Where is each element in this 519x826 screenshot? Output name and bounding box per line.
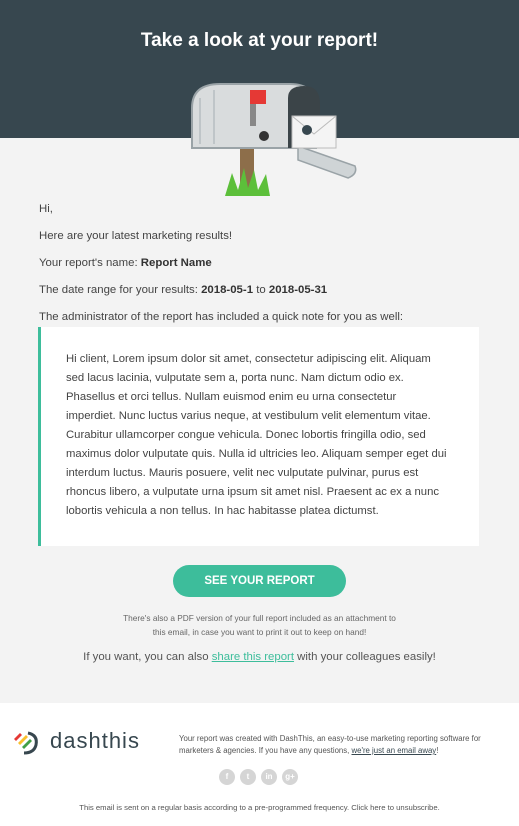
dashthis-logo[interactable] bbox=[12, 725, 157, 759]
pdf-note-line1: There's also a PDF version of your full report included as an attachment to bbox=[123, 613, 396, 623]
note-intro: The administrator of the report has included a quick note for you as well: bbox=[39, 311, 404, 323]
admin-note bbox=[38, 327, 479, 546]
pdf-note-line2: this email, in case you want to print it out to keep on hand! bbox=[152, 627, 367, 637]
header-title: Take a look at your report! bbox=[140, 30, 379, 51]
report-name-line bbox=[39, 256, 489, 270]
admin-note-text: Hi client, Lorem ipsum dolor sit amet, consectetur adipiscing elit. Aliquam sed lacus lacinia, vulputate sem a, porta nunc. Nam dictum odio ex. Phasellus et orci tellus. Nullam euismod enim eu urna consectetur imperdiet. Nunc luctus varius neque, at vestibulum velit elementum vitae. Curabitur ullamcorper congue vehicula. Donec lobortis fringilla odio, sed maximus dolor vulputate quis. Nulla id ultricies leo. Aliquam semper eget dui interdum luctus. Mauris posuere, velit nec vulputate pulvinar, purus est rhoncus libero, a vulputate urna ipsum sit amet nisl. Praesent ac ex a nunc lobortis vehicula a non tellus. In hac habitasse platea dictumst. bbox=[66, 353, 447, 517]
googleplus-icon[interactable]: g+ bbox=[282, 769, 298, 785]
share-after: with your colleagues easily! bbox=[294, 651, 436, 663]
pdf-note bbox=[100, 611, 419, 639]
unsubscribe-text[interactable]: This email is sent on a regular basis according to a pre-programmed frequency. Click here to unsubscribe. bbox=[79, 803, 440, 812]
footer-text-after: ! bbox=[436, 746, 439, 755]
email-footer bbox=[0, 703, 519, 826]
contact-email-link[interactable]: we're just an email away bbox=[351, 746, 437, 755]
footer-text-before: Your report was created with DashThis, an easy-to-use marketing reporting software for marketers & agencies. If you have any questions, bbox=[179, 734, 481, 755]
facebook-icon[interactable]: f bbox=[219, 769, 235, 785]
intro-text: Here are your latest marketing results! bbox=[39, 230, 233, 242]
date-range-label: The date range for your results: bbox=[39, 284, 202, 296]
linkedin-icon[interactable]: in bbox=[261, 769, 277, 785]
share-before: If you want, you can also bbox=[83, 651, 212, 663]
footer-text bbox=[179, 733, 504, 757]
date-to-word: to bbox=[253, 284, 269, 296]
date-to: 2018-05-31 bbox=[268, 284, 328, 296]
see-report-button[interactable]: SEE YOUR REPORT bbox=[173, 565, 346, 597]
dashthis-logo-text: dashthis bbox=[50, 728, 140, 753]
share-line bbox=[30, 651, 489, 663]
email-body bbox=[39, 202, 489, 337]
date-range-line bbox=[39, 283, 489, 297]
greeting: Hi, bbox=[39, 203, 53, 215]
twitter-icon[interactable]: t bbox=[240, 769, 256, 785]
share-report-link[interactable]: share this report bbox=[211, 651, 295, 663]
mailbox-illustration bbox=[180, 78, 360, 198]
report-name-label: Your report's name: bbox=[39, 257, 141, 269]
social-links bbox=[219, 769, 309, 787]
date-from: 2018-05-1 bbox=[201, 284, 254, 296]
report-name: Report Name bbox=[140, 257, 212, 269]
dashthis-logo-icon bbox=[12, 725, 42, 755]
